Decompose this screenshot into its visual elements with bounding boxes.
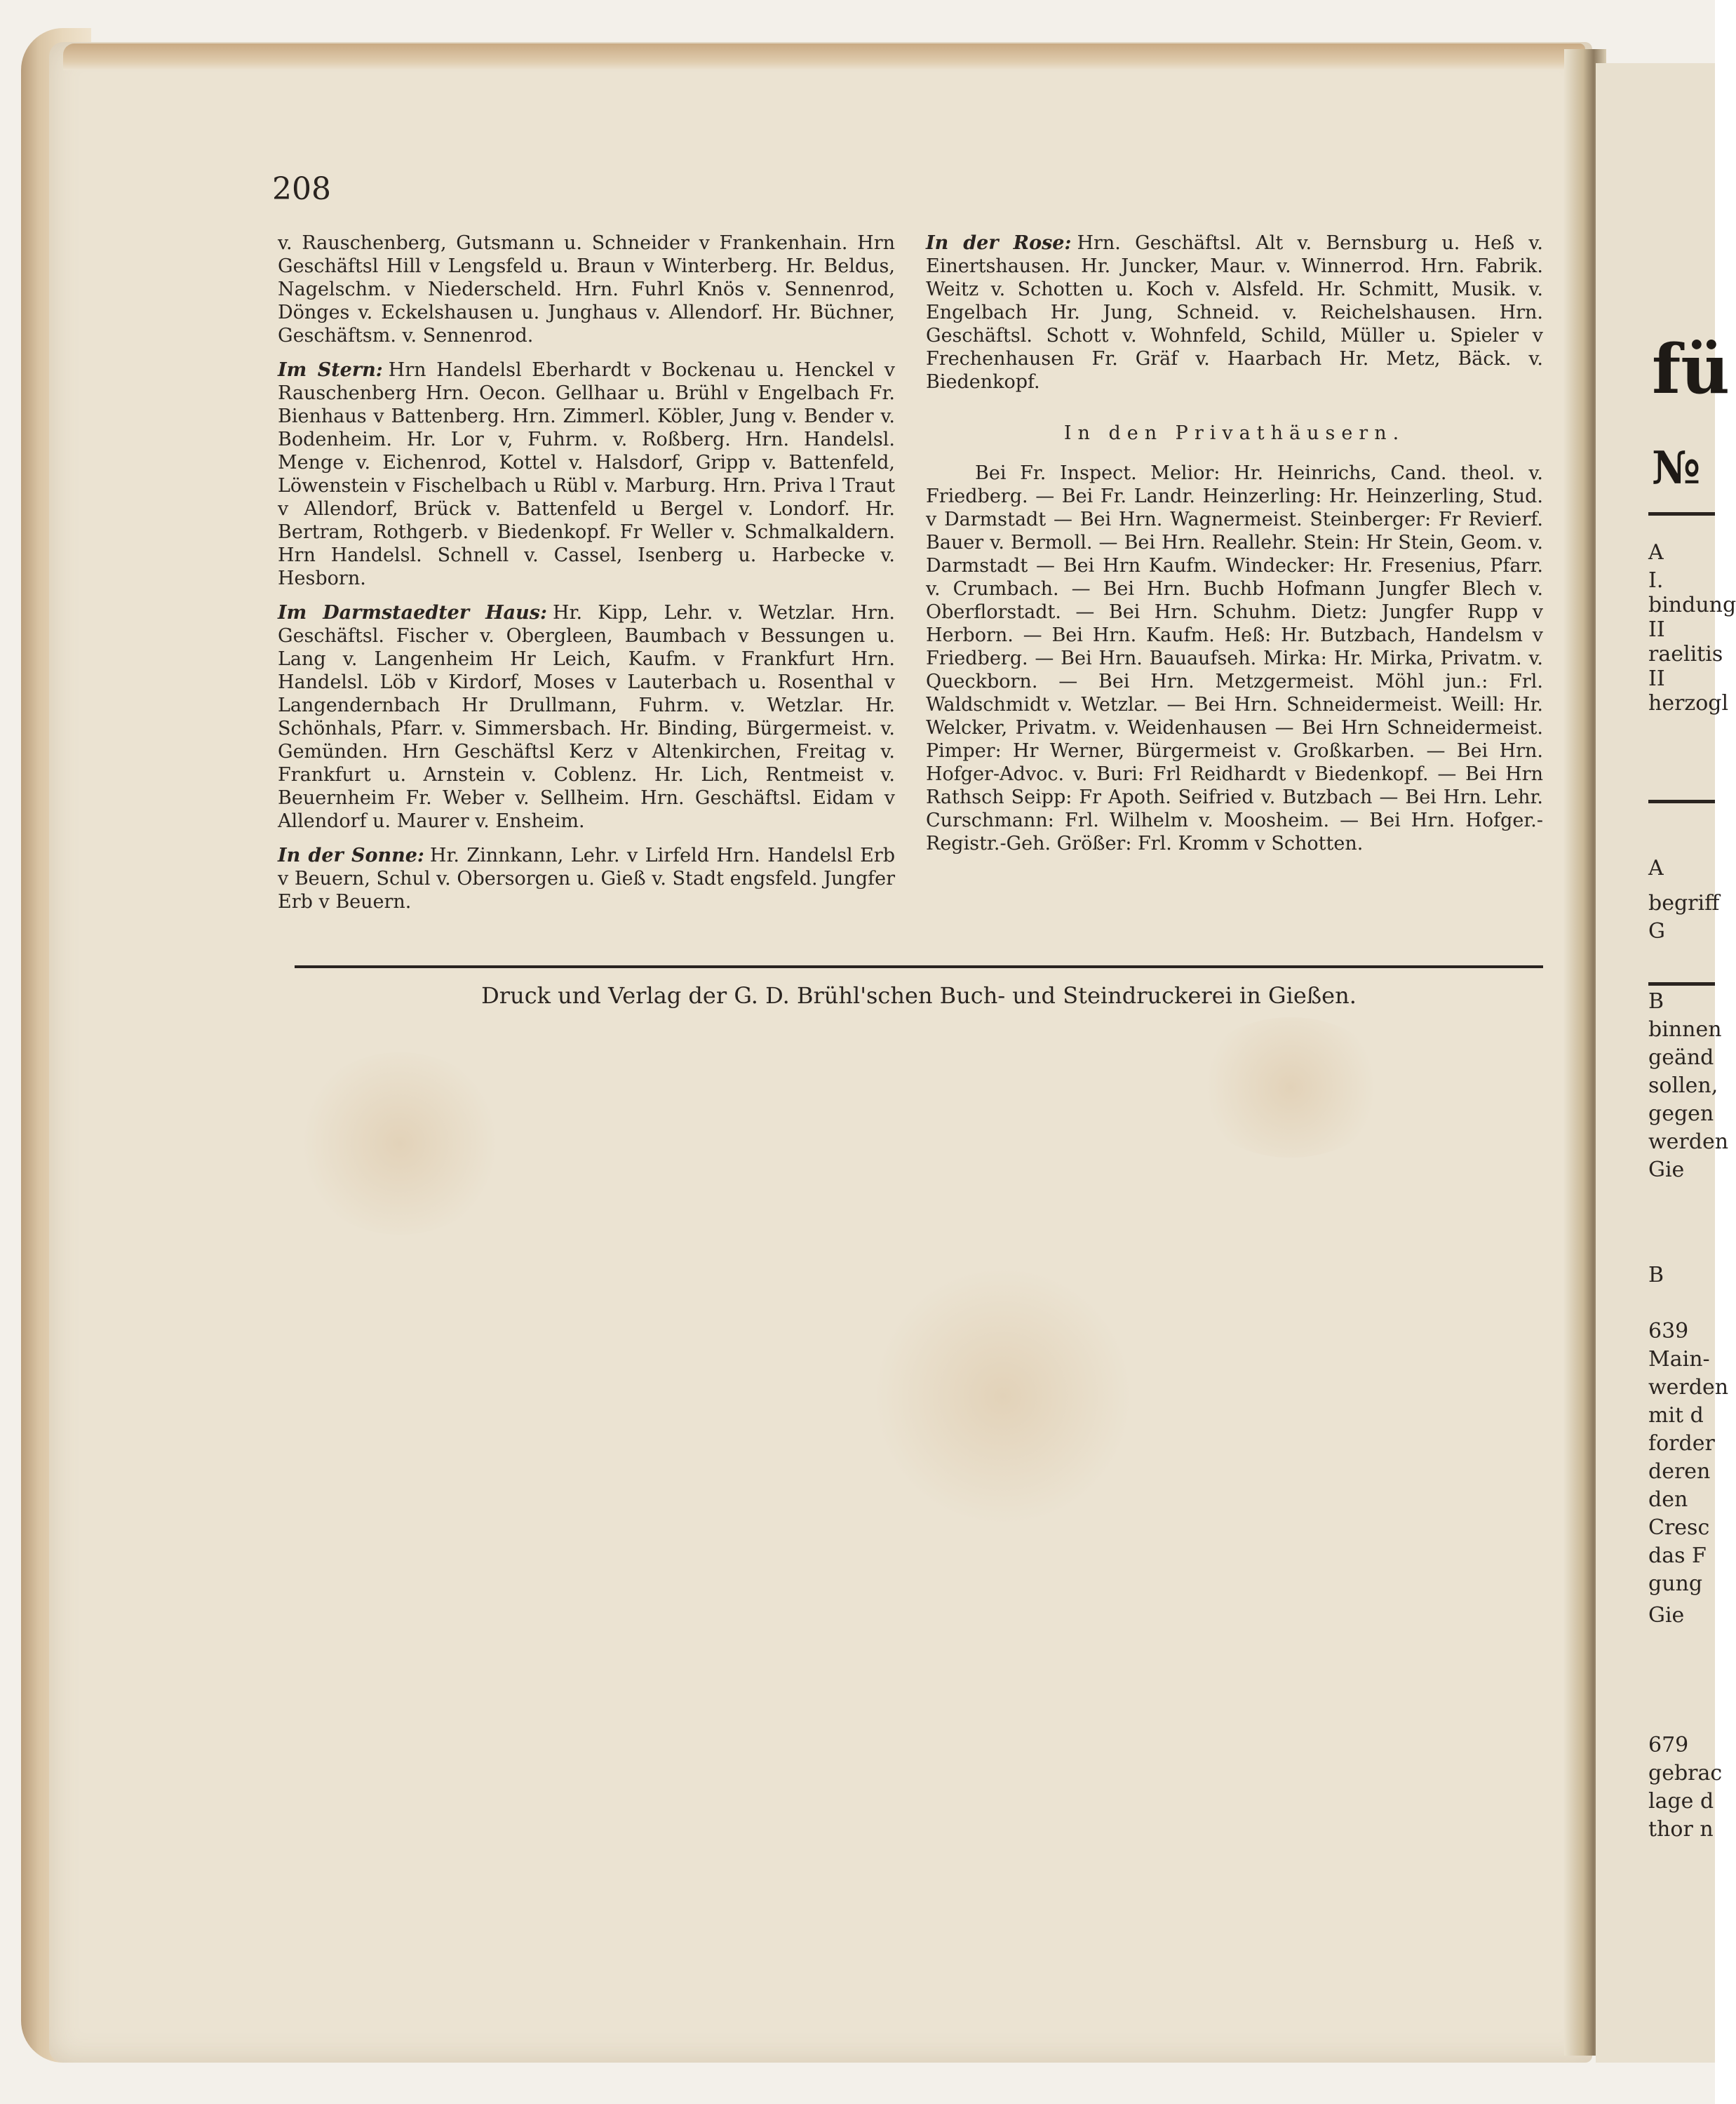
next-page-line: begriff <box>1648 891 1720 916</box>
paragraph: Bei Fr. Inspect. Melior: Hr. Heinrichs, Cand. theol. v. Friedberg. — Bei Fr. Landr. Heinzerling: Hr. Heinzerling, Stud. v Darmstadt — Bei Hrn. Wagnermeist. Steinberger: Fr Revierf. Bauer v. Bermoll. — Bei Hrn. Reallehr. Stein: Hr Stein, Geom. v. Darmstadt — Bei Hrn Kaufm. Windecker: Hr. Fresenius, Pfarr. v. Crumbach. — Bei Hrn. Buchb Hofmann Jungfer Blech v. Oberflorstadt. — Bei Hrn. Schuhm. Dietz: Jungfer Rupp v Herborn. — Bei Hrn. Kaufm. Heß: Hr. Butzbach, Handelsm v Friedberg. — Bei Hrn. Bauaufseh. Mirka: Hr. Mirka, Privatm. v. Queckborn. — Bei Hrn. Metzgermeist. Möhl jun.: Frl. Waldschmidt v. Wetzlar. — Bei Hrn. Schneidermeist. Weill: Hr. Welcker, Privatm. v. Weidenhausen — Bei Hrn Schneidermeist. Pimper: Hr Werner, Bürgermeist v. Großkarben. — Bei Hrn. Hofger-Advoc. v. Buri: Frl Reidhardt v Biedenkopf. — Bei Hrn Rathsch Seipp: Fr Apoth. Seifried v. Butzbach — Bei Hrn. Lehr. Curschmann: Frl. Wilhelm v. Moosheim. — Bei Hrn. Hofger.-Registr.-Geh. Größer: Frl. Kromm v Schotten. <box>926 462 1543 855</box>
next-page-line: gebrac <box>1648 1761 1723 1785</box>
next-page-line: Cresc <box>1648 1515 1710 1540</box>
imprint-line: Druck und Verlag der G. D. Brühl'schen Buch- und Steindruckerei in Gießen. <box>481 982 1357 1009</box>
left-column <box>278 232 895 925</box>
next-page-line: 639 <box>1648 1319 1689 1344</box>
next-page-line: deren <box>1648 1459 1711 1484</box>
paper-stain <box>295 1052 505 1235</box>
page-top-edge <box>63 43 1585 70</box>
next-page-rule <box>1648 982 1715 986</box>
location-label: Im Darmstaedter Haus: <box>278 602 547 624</box>
next-page-line: thor n <box>1648 1817 1714 1842</box>
next-page-title-fragment: fü <box>1652 330 1730 409</box>
next-page-line: I. <box>1648 568 1664 593</box>
paper-stain <box>1192 1017 1389 1158</box>
paragraph: In der Rose: Hrn. Geschäftsl. Alt v. Bernsburg u. Heß v. Einertshausen. Hr. Juncker, Maur. v. Winnerrod. Hrn. Fabrik. Weitz v. Schotten u. Koch v. Alsfeld. Hr. Schmitt, Musik. v. Engelbach Hr. Jung, Schneid. v. Reichelshausen. Hrn. Geschäftsl. Schott v. Wohnfeld, Schild, Müller u. Spieler v Frechenhausen Fr. Gräf v. Haarbach Hr. Metz, Bäck. v. Biedenkopf. <box>926 232 1544 393</box>
next-page-line: sollen, <box>1648 1073 1718 1098</box>
page-number: 208 <box>272 171 331 207</box>
next-page-line: binnen <box>1648 1017 1722 1042</box>
location-label: In der Sonne: <box>278 845 424 866</box>
next-page-line: den <box>1648 1487 1688 1512</box>
next-page-line: G <box>1648 919 1665 944</box>
next-page-line: gegen <box>1648 1101 1714 1126</box>
next-page-line: 679 <box>1648 1733 1689 1757</box>
paper-stain <box>877 1263 1129 1529</box>
next-page-line: bindung <box>1648 593 1736 617</box>
next-page-rule <box>1648 512 1715 516</box>
next-page-line: II <box>1648 666 1665 691</box>
next-page-line: gung <box>1648 1572 1703 1596</box>
paragraph: Im Stern: Hrn Handelsl Eberhardt v Bockenau u. Henckel v Rauschenberg Hrn. Oecon. Gellhaar u. Brühl v Engelbach Fr. Bienhaus v Battenberg. Hrn. Zimmerl. Köbler, Jung v. Bender v. Bodenheim. Hr. Lor v, Fuhrm. v. Roßberg. Hrn. Handelsl. Menge v. Eichenrod, Kottel v. Halsdorf, Gripp v. Battenfeld, Löwenstein v Fischelbach u Rübl v. Marburg. Hrn. Priva l Traut v Allendorf, Brück v. Battenfeld u Bergel v. Londorf. Hr. Bertram, Rothgerb. v Biedenkopf. Fr Weller v. Schmalkaldern. Hrn Handelsl. Schnell v. Cassel, Isenberg u. Harbecke v. Hesborn. <box>278 359 895 589</box>
next-page-line: B <box>1648 989 1664 1014</box>
next-page-number-fragment: № <box>1652 442 1701 495</box>
section-heading: In den Privathäusern. <box>1063 422 1406 444</box>
next-page-line: A <box>1648 856 1664 880</box>
paragraph: Im Darmstaedter Haus: Hr. Kipp, Lehr. v. Wetzlar. Hrn. Geschäftsl. Fischer v. Obergleen, Baumbach v Bessungen u. Lang v. Langenheim Hr Leich, Kaufm. v Frankfurt Hrn. Handelsl. Löb v Kirdorf, Moses v Lauterbach u. Rosenthal v Langendernbach Hr Drullmann, Fuhrm. v. Wetzlar. Hr. Schönhals, Pfarr. v. Simmersbach. Hr. Binding, Bürgermeist. v. Gemünden. Hrn Geschäftsl Kerz v Altenkirchen, Freitag v. Frankfurt u. Arnstein v. Coblenz. Hr. Lich, Rentmeist v. Beuernheim Fr. Weber v. Sellheim. Hrn. Geschäftsl. Eidam v Allendorf u. Maurer v. Ensheim. <box>278 602 895 832</box>
next-page-line: Main- <box>1648 1347 1710 1372</box>
next-page-line: werden <box>1648 1130 1729 1154</box>
paragraph: v. Rauschenberg, Gutsmann u. Schneider v Frankenhain. Hrn Geschäftsl Hill v Lengsfeld u. Braun v Winterberg. Hr. Beldus, Nagelschm. v Niederscheld. Hrn. Fuhrl Knös v. Sennenrod, Dönges v. Eckelshausen u. Junghaus v. Allendorf. Hr. Büchner, Geschäftsm. v. Sennenrod. <box>278 232 895 347</box>
paragraph: In der Sonne: Hr. Zinnkann, Lehr. v Lirfeld Hrn. Handelsl Erb v Beuern, Schul v. Obersorgen u. Gieß v. Stadt engsfeld. Jungfer Erb v Beuern. <box>278 845 895 913</box>
next-page-line: raelitis <box>1648 642 1723 666</box>
next-page-line: werden <box>1648 1375 1729 1400</box>
next-page-line: herzogl <box>1648 691 1729 716</box>
next-page-line: forder <box>1648 1431 1715 1456</box>
next-page-line: Gie <box>1648 1158 1685 1182</box>
next-page-line: mit d <box>1648 1403 1704 1428</box>
divider-rule <box>295 965 1543 968</box>
next-page-line: A <box>1648 540 1664 565</box>
next-page-line: Gie <box>1648 1603 1685 1628</box>
location-label: In der Rose: <box>926 232 1072 254</box>
next-page-line: lage d <box>1648 1789 1714 1814</box>
next-page-line: das F <box>1648 1543 1707 1568</box>
next-page-rule <box>1648 800 1715 803</box>
next-page-line: II <box>1648 617 1665 642</box>
next-page-line: geänd <box>1648 1045 1714 1070</box>
right-column <box>926 232 1543 866</box>
next-page-line: B <box>1648 1263 1664 1287</box>
location-label: Im Stern: <box>278 359 383 381</box>
